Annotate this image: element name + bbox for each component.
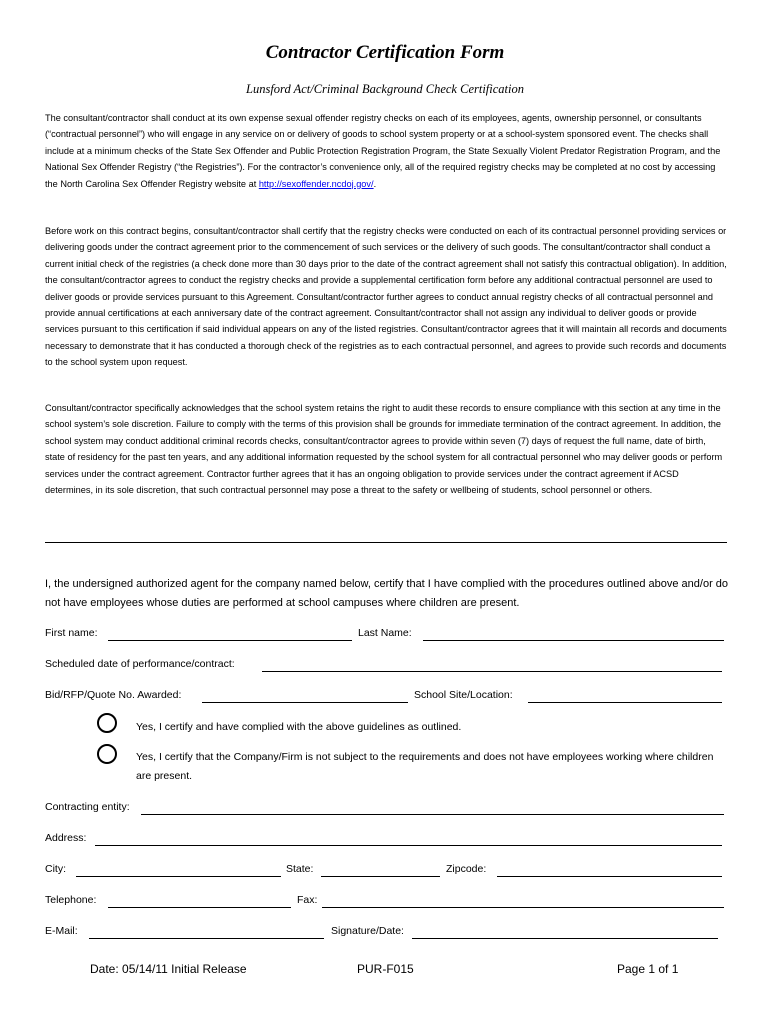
footer-page-number: Page 1 of 1 xyxy=(617,962,679,976)
option-not-subject-radio[interactable] xyxy=(97,744,117,764)
email-label: E-Mail: xyxy=(45,925,78,937)
fax-label: Fax: xyxy=(297,894,318,906)
scheduled-date-field[interactable] xyxy=(262,671,722,672)
fax-field[interactable] xyxy=(322,907,724,908)
zipcode-field[interactable] xyxy=(497,876,722,877)
first-name-field[interactable] xyxy=(108,640,352,641)
city-label: City: xyxy=(45,863,66,875)
telephone-label: Telephone: xyxy=(45,894,97,906)
state-label: State: xyxy=(286,863,314,875)
paragraph-registry-checks xyxy=(45,110,727,192)
paragraph-certification-requirements: Before work on this contract begins, consultant/contractor shall certify that the registry checks were conducted on each of its contractual personnel providing services or delivering goods under the contract agreement prior to the commencement of such services or the delivery of such goods. The consultant/contractor shall conduct a current initial check of the registries (a check done more than 30 days prior to the date of the contract agreement shall not satisfy this contractual obligation). In addition, the consultant/contractor agrees to conduct the registry checks and provide a supplemental certification form before any additional contractual personnel are used to deliver goods or provide services pursuant to this Agreement. Consultant/contractor further agrees to conduct annual registry checks of all contractual personnel and provide annual certifications at each anniversary date of the contract agreement. Consultant/contractor shall not assign any individual to deliver goods or provide services pursuant to this certification if said individual appears on any of the listed registries. Consultant/contractor agrees that it will maintain all records and documents necessary to demonstrate that it has conducted a thorough check of the registries as to each contractual personnel, and agrees to provide such records and documents to the school system upon request. xyxy=(45,226,727,368)
signature-date-label: Signature/Date: xyxy=(331,925,404,937)
contracting-entity-field[interactable] xyxy=(141,814,724,815)
paragraph-1-end: . xyxy=(373,178,377,189)
paragraph-1-text: The consultant/contractor shall conduct at its own expense sexual offender registry checks on each of its employees, agents, ownership personnel, or consultants (“contractual personnel”) who will engage in any service on or delivery of goods to school system property or at a school-system sponsored event. The checks shall include at a minimum checks of the State Sex Offender and Public Protection Registration Program, the State Sexually Violent Predator Registration Program, and the National Sex Offender Registry (“the Registries”). For the contractor’s convenience only, all of the required registry checks may be completed at no cost by accessing the North Carolina Sex Offender Registry website at xyxy=(45,113,721,189)
certification-statement: I, the undersigned authorized agent for the company named below, certify that I have complied with the procedures outlined above and/or do not have employees whose duties are performed at school campuses where children are present. xyxy=(45,578,729,609)
bid-number-label: Bid/RFP/Quote No. Awarded: xyxy=(45,689,182,701)
footer-form-code: PUR-F015 xyxy=(357,962,414,976)
form-subtitle: Lunsford Act/Criminal Background Check Certification xyxy=(246,82,524,96)
paragraph-audit-rights: Consultant/contractor specifically acknowledges that the school system retains the right to audit these records to ensure compliance with this section at any time in the school system’s sole discretion. Failure to comply with the terms of this provision shall be grounds for immediate termination of the contract agreement. In addition, the school system may conduct additional criminal records checks, consultant/contractor agrees to provide within seven (7) days of request the full name, date of birth, state of residency for the past ten years, and any additional information requested by the school system for all contractual personnel who may deliver goods or perform services under the contract agreement. Contractor further agrees that it has an ongoing obligation to provide services under the contract agreement if ACSD determines, in its sole discretion, that such contractual personnel may pose a threat to the safety or wellbeing of students, school personnel or others. xyxy=(45,403,723,496)
state-field[interactable] xyxy=(321,876,440,877)
school-site-field[interactable] xyxy=(528,702,722,703)
contracting-entity-label: Contracting entity: xyxy=(45,801,130,813)
telephone-field[interactable] xyxy=(108,907,291,908)
last-name-label: Last Name: xyxy=(358,627,412,639)
option-complied-radio[interactable] xyxy=(97,713,117,733)
option-complied-label: Yes, I certify and have complied with the above guidelines as outlined. xyxy=(136,721,462,733)
option-not-subject-label: Yes, I certify that the Company/Firm is not subject to the requirements and does not have employees working where children are present. xyxy=(136,751,714,782)
section-divider xyxy=(45,542,727,543)
email-field[interactable] xyxy=(89,938,324,939)
first-name-label: First name: xyxy=(45,627,98,639)
city-field[interactable] xyxy=(76,876,281,877)
bid-number-field[interactable] xyxy=(202,702,408,703)
footer-release-date: Date: 05/14/11 Initial Release xyxy=(90,962,247,976)
last-name-field[interactable] xyxy=(423,640,724,641)
address-label: Address: xyxy=(45,832,87,844)
address-field[interactable] xyxy=(95,845,722,846)
school-site-label: School Site/Location: xyxy=(414,689,513,701)
signature-date-field[interactable] xyxy=(412,938,718,939)
registry-website-link[interactable]: http://sexoffender.ncdoj.gov/ xyxy=(258,178,374,189)
form-title: Contractor Certification Form xyxy=(265,42,505,63)
scheduled-date-label: Scheduled date of performance/contract: xyxy=(45,658,235,670)
zipcode-label: Zipcode: xyxy=(446,863,487,875)
